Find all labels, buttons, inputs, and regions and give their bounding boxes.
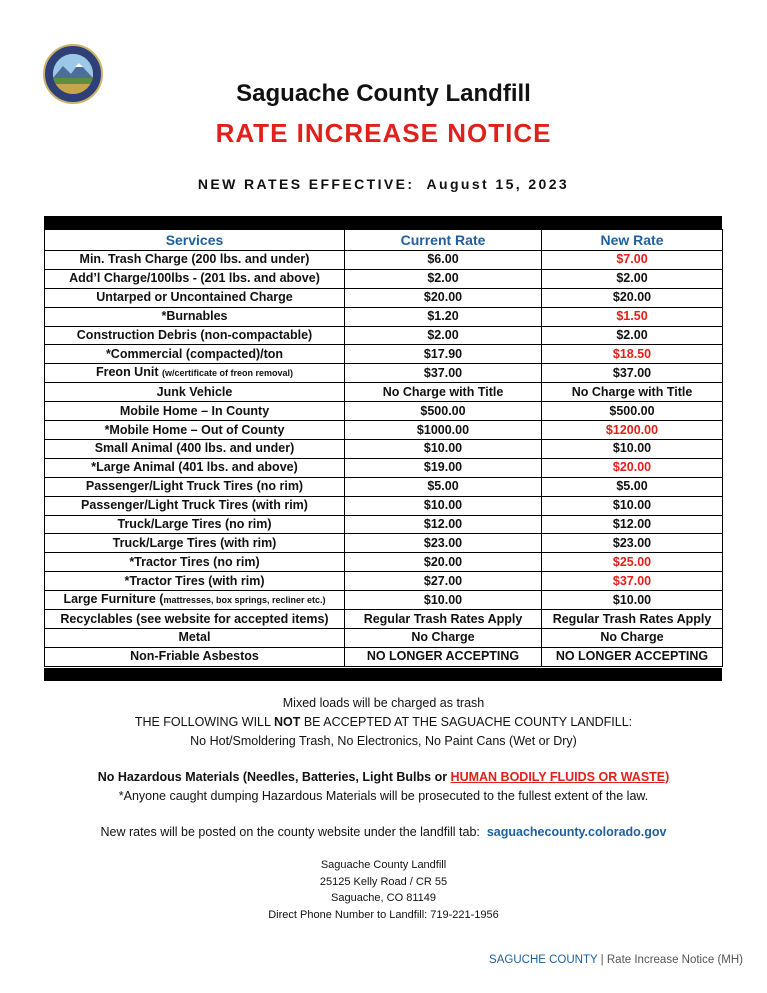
service-name: Add’l Charge/100lbs - (201 lbs. and above): [69, 271, 320, 286]
table-row: [45, 288, 723, 307]
service-name: Freon Unit: [95, 365, 159, 380]
service-name: *Tractor Tires (no rim): [129, 554, 260, 569]
table-row: [45, 440, 723, 459]
service-name: *Mobile Home – Out of County: [104, 422, 285, 437]
new-rate-cell: $1.50: [542, 307, 723, 326]
service-name: *Commercial (compacted)/ton: [105, 346, 284, 361]
current-rate-cell: $12.00: [345, 515, 542, 534]
table-top-bar: [44, 216, 722, 229]
table-header-row: [45, 230, 723, 251]
table-row: [45, 326, 723, 345]
address-city: Saguache, CO 81149: [331, 892, 436, 904]
service-cell: [45, 402, 345, 421]
table-row: [45, 383, 723, 402]
table-row: [45, 402, 723, 421]
service-cell: [45, 383, 345, 402]
new-rate-cell: $1200.00: [542, 421, 723, 440]
service-name: Truck/Large Tires (no rim): [117, 517, 272, 532]
new-rate-cell: Regular Trash Rates Apply: [542, 610, 723, 629]
table-row: [45, 610, 723, 629]
current-rate-cell: $27.00: [345, 572, 542, 591]
new-rate-cell: $25.00: [542, 553, 723, 572]
service-name: *Large Animal (401 lbs. and above): [91, 460, 298, 475]
current-rate-cell: $23.00: [345, 534, 542, 553]
effective-date-line: [0, 176, 767, 192]
website-text: New rates will be posted on the county website under the landfill tab:: [100, 825, 480, 839]
not-accepted-list: No Hot/Smoldering Trash, No Electronics, No Paint Cans (Wet or Dry): [190, 734, 577, 748]
service-name: Small Animal (400 lbs. and under): [94, 441, 295, 456]
new-rate-cell: $500.00: [542, 402, 723, 421]
not-accepted-pre: THE FOLLOWING WILL: [134, 715, 274, 729]
effective-date: August 15, 2023: [426, 176, 570, 192]
service-cell: [45, 345, 345, 364]
service-cell: [45, 269, 345, 288]
address-street: 25125 Kelly Road / CR 55: [319, 875, 448, 888]
header-services: Services: [45, 230, 345, 251]
service-name: Non-Friable Asbestos: [130, 649, 259, 664]
mixed-loads-note: Mixed loads will be charged as trash: [282, 696, 485, 710]
new-rate-cell: $18.50: [542, 345, 723, 364]
service-cell: [45, 326, 345, 345]
service-name: Min. Trash Charge (200 lbs. and under): [79, 252, 310, 267]
service-cell: [45, 477, 345, 496]
header-new-rate: New Rate: [542, 230, 723, 251]
notice-heading: RATE INCREASE NOTICE: [215, 118, 552, 148]
service-name: Mobile Home – In County: [119, 403, 270, 418]
table-row: [45, 496, 723, 515]
current-rate-cell: $19.00: [345, 458, 542, 477]
page-title: Saguache County Landfill: [236, 80, 531, 107]
service-cell: [45, 534, 345, 553]
service-cell: [45, 458, 345, 477]
current-rate-cell: $5.00: [345, 477, 542, 496]
table-row: [45, 591, 723, 610]
service-name: Passenger/Light Truck Tires (with rim): [81, 498, 308, 513]
footer-separator: |: [600, 954, 604, 966]
service-cell: [45, 553, 345, 572]
new-rate-cell: $2.00: [542, 269, 723, 288]
hazmat-red-text: HUMAN BODILY FLUIDS OR WASTE): [450, 770, 670, 784]
page-footer: [489, 954, 743, 966]
table-row: [45, 553, 723, 572]
table-row: [45, 345, 723, 364]
footer-doc: Rate Increase Notice (MH): [606, 954, 743, 966]
table-row: [45, 534, 723, 553]
table-row: [45, 307, 723, 326]
current-rate-cell: $37.00: [345, 364, 542, 383]
new-rate-cell: $20.00: [542, 458, 723, 477]
new-rate-cell: $10.00: [542, 591, 723, 610]
prosecute-note: *Anyone caught dumping Hazardous Materials will be prosecuted to the fullest extent of the law.: [118, 789, 649, 803]
service-cell: [45, 440, 345, 459]
table-row: [45, 477, 723, 496]
effective-label: NEW RATES EFFECTIVE:: [197, 176, 415, 192]
service-cell: [45, 591, 345, 610]
current-rate-cell: No Charge with Title: [345, 383, 542, 402]
current-rate-cell: Regular Trash Rates Apply: [345, 610, 542, 629]
new-rate-cell: $23.00: [542, 534, 723, 553]
not-accepted-emphasis: NOT: [273, 715, 301, 729]
not-accepted-post: BE ACCEPTED AT THE SAGUACHE COUNTY LANDFILL:: [300, 715, 633, 729]
service-name: *Burnables: [161, 309, 228, 324]
hazmat-line: [0, 768, 767, 787]
current-rate-cell: $20.00: [345, 553, 542, 572]
website-link[interactable]: saguachecounty.colorado.gov: [486, 825, 667, 839]
service-cell: [45, 251, 345, 270]
service-note: (w/certificate of freon removal): [161, 368, 294, 379]
service-name: Metal: [178, 630, 211, 645]
header-current-rate: Current Rate: [345, 230, 542, 251]
current-rate-cell: $10.00: [345, 591, 542, 610]
service-name: *Tractor Tires (with rim): [124, 573, 265, 588]
table-row: [45, 572, 723, 591]
new-rate-cell: $37.00: [542, 572, 723, 591]
service-name: Untarped or Uncontained Charge: [96, 290, 293, 305]
footer-org: SAGUCHE COUNTY: [489, 954, 598, 966]
service-cell: [45, 364, 345, 383]
acceptance-notes: [0, 694, 767, 751]
new-rate-cell: No Charge with Title: [542, 383, 723, 402]
table-row: [45, 515, 723, 534]
service-name: Large Furniture (: [63, 592, 164, 607]
current-rate-cell: $17.90: [345, 345, 542, 364]
new-rate-cell: $20.00: [542, 288, 723, 307]
table-row: [45, 647, 723, 666]
table-row: [45, 421, 723, 440]
table-bottom-bar: [44, 668, 722, 681]
service-cell: [45, 421, 345, 440]
new-rate-cell: $5.00: [542, 477, 723, 496]
service-name: Junk Vehicle: [156, 384, 233, 399]
service-name: Passenger/Light Truck Tires (no rim): [85, 479, 304, 494]
current-rate-cell: NO LONGER ACCEPTING: [345, 647, 542, 666]
new-rate-cell: NO LONGER ACCEPTING: [542, 647, 723, 666]
current-rate-cell: $2.00: [345, 269, 542, 288]
new-rate-cell: $2.00: [542, 326, 723, 345]
service-name: Truck/Large Tires (with rim): [112, 535, 277, 550]
new-rate-cell: $10.00: [542, 496, 723, 515]
not-accepted-heading: [0, 713, 767, 732]
current-rate-cell: $10.00: [345, 440, 542, 459]
service-note: mattresses, box springs, recliner etc.): [163, 595, 326, 606]
service-cell: [45, 515, 345, 534]
new-rate-cell: $12.00: [542, 515, 723, 534]
table-row: [45, 629, 723, 648]
new-rate-cell: No Charge: [542, 629, 723, 648]
service-cell: [45, 647, 345, 666]
service-name: Construction Debris (non-compactable): [76, 328, 313, 342]
service-cell: [45, 288, 345, 307]
service-cell: [45, 610, 345, 629]
current-rate-cell: $1.20: [345, 307, 542, 326]
hazmat-notes: [0, 768, 767, 806]
address-name: Saguache County Landfill: [320, 859, 447, 871]
current-rate-cell: $1000.00: [345, 421, 542, 440]
website-note: [0, 823, 767, 842]
service-cell: [45, 572, 345, 591]
service-cell: [45, 307, 345, 326]
new-rate-cell: $37.00: [542, 364, 723, 383]
current-rate-cell: $10.00: [345, 496, 542, 515]
address-block: [0, 857, 767, 923]
current-rate-cell: $20.00: [345, 288, 542, 307]
table-row: [45, 269, 723, 288]
table-row: [45, 364, 723, 383]
new-rate-cell: $10.00: [542, 440, 723, 459]
service-name: Recyclables (see website for accepted items): [60, 611, 329, 626]
service-cell: [45, 496, 345, 515]
table-row: [45, 458, 723, 477]
new-rate-cell: $7.00: [542, 251, 723, 270]
rates-table: [44, 229, 723, 667]
service-cell: [45, 629, 345, 648]
current-rate-cell: $2.00: [345, 326, 542, 345]
address-phone: Direct Phone Number to Landfill: 719-221-1956: [268, 908, 499, 921]
current-rate-cell: $6.00: [345, 251, 542, 270]
hazmat-text: No Hazardous Materials (Needles, Batteries, Light Bulbs or: [97, 770, 451, 784]
current-rate-cell: No Charge: [345, 629, 542, 648]
table-row: [45, 251, 723, 270]
current-rate-cell: $500.00: [345, 402, 542, 421]
